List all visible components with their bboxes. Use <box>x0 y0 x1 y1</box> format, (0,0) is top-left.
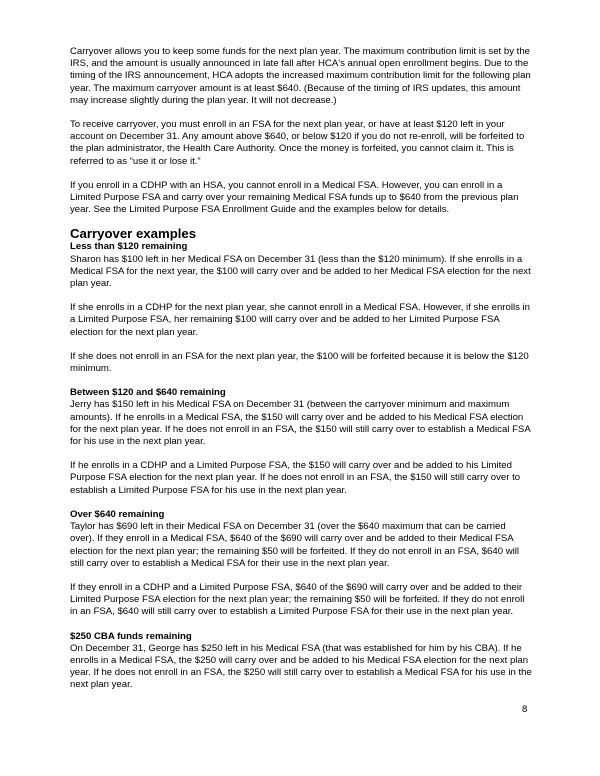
intro-paragraph-3: If you enroll in a CDHP with an HSA, you cannot enroll in a Medical FSA. However, you can enroll in a Limited Purpose FSA and carry over your remaining Medical FSA funds up to $640 from the previous plan year. See the Limited Purpose FSA Enrollment Guide and the examples below for details. <box>70 179 519 216</box>
example-taylor-paragraph-2: If they enroll in a CDHP and a Limited Purpose FSA, $640 of the $690 will carry over and be added to their Limited Purpose FSA election for the next plan year; the remaining $50 will be forfeited. If they do not enroll in an FSA, $640 will still carry over to establish a Limited Purpose FSA for their use in the next plan year. <box>70 581 525 618</box>
subheading-less-than-120: Less than $120 remaining <box>70 241 188 253</box>
intro-paragraph-2: To receive carryover, you must enroll in an FSA for the next plan year, or have at least $120 left in your account on December 31. Any amount above $640, or below $120 if you do not re-enroll, will be forfeited to the plan administrator, the Health Care Authority. Once the money is forfeited, you cannot claim it. This is referred to as “use it or lose it.” <box>70 119 525 167</box>
document-page <box>70 46 532 692</box>
example-george-paragraph-1: On December 31, George has $250 left in his Medical FSA (that was established for him by his CBA). If he enrolls in a Medical FSA, the $250 will carry over and be added to his Medical FSA election for the next plan year. If he does not enroll in an FSA, the $250 will still carry over to establish a Medical FSA for his use in the next plan year. <box>70 642 532 691</box>
example-sharon-paragraph-1: Sharon has $100 left in her Medical FSA on December 31 (less than the $120 minimum). If she enrolls in a Medical FSA for the next year, the $100 will carry over and be added to her Medical FSA election for the next plan year. <box>70 253 531 290</box>
intro-paragraph-1: Carryover allows you to keep some funds for the next plan year. The maximum contribution limit is set by the IRS, and the amount is usually announced in late fall after HCA's annual open enrollment begins. Due to the timing of the IRS announcement, HCA adopts the increased maximum contribution limit for the following plan year. The maximum carryover amount is at least $640. (Because of the timing of IRS updates, this amount may increase slightly during the plan year. It will not decrease.) <box>70 46 531 106</box>
subheading-cba-250: $250 CBA funds remaining <box>70 630 192 642</box>
subheading-between-120-640: Between $120 and $640 remaining <box>70 387 226 399</box>
page-number: 8 <box>522 704 528 715</box>
example-taylor-paragraph-1: Taylor has $690 left in their Medical FSA on December 31 (over the $640 maximum that can be carried over). If they enroll in a Medical FSA, $640 of the $690 will carry over and be added to their Medical FSA election for the next plan year; the remaining $50 will be forfeited. If they do not enroll in an FSA, $640 will still carry over to establish a Medical FSA for their use in the next plan year. <box>70 521 520 569</box>
example-jerry-paragraph-2: If he enrolls in a CDHP and a Limited Purpose FSA, the $150 will carry over and be added to his Limited Purpose FSA election for the next plan year. If he does not enroll in an FSA, the $150 will still carry over to establish a Limited Purpose FSA for his use in the next plan year. <box>70 460 521 496</box>
example-sharon-paragraph-3: If she does not enroll in an FSA for the next plan year, the $100 will be forfeited because it is below the $120 minimum. <box>70 350 529 375</box>
example-sharon-paragraph-2: If she enrolls in a CDHP for the next plan year, she cannot enroll in a Medical FSA. However, if she enrolls in a Limited Purpose FSA, her remaining $100 will carry over and be added to her Limited Purpose FSA election for the next plan year. <box>70 302 531 338</box>
subheading-over-640: Over $640 remaining <box>70 508 165 520</box>
section-heading-carryover-examples: Carryover examples <box>70 226 197 242</box>
example-jerry-paragraph-1: Jerry has $150 left in his Medical FSA on December 31 (between the carryover minimum and maximum amounts). If he enrolls in a Medical FSA, the $150 will carry over and be added to his Medical FSA election for the next plan year. If he does not enroll in an FSA, the $150 will still carry over to establish a Medical FSA for his use in the next plan year. <box>70 399 531 448</box>
